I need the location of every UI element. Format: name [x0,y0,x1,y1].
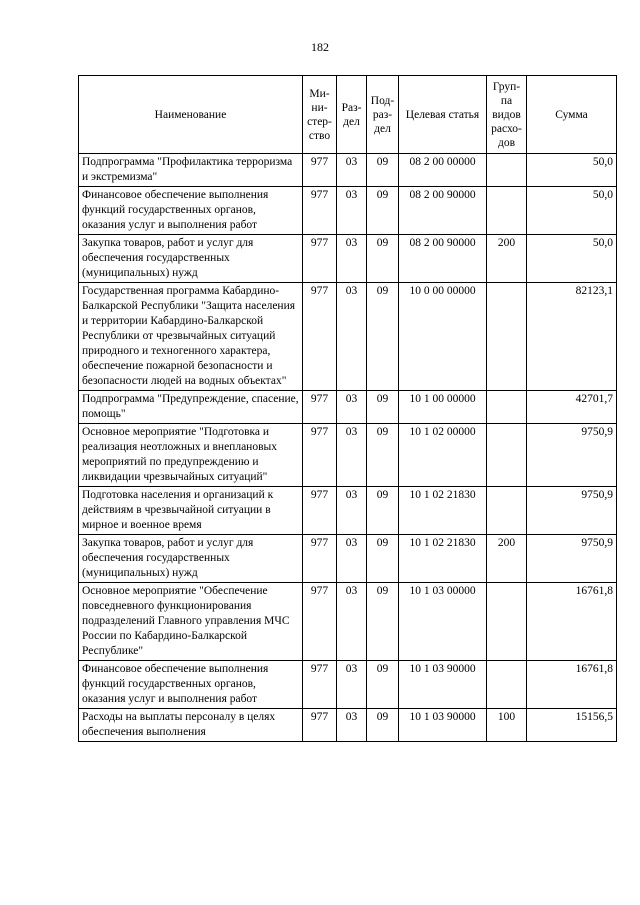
header-group: Груп-па видов расхо-дов [487,76,527,154]
table-row [79,661,617,709]
cell-name: Основное мероприятие "Обеспечение повседневного функционирования подразделений Главного управления МЧС России по Кабардино-Балкарской Республике" [79,583,303,661]
cell-sum: 82123,1 [527,283,617,391]
cell-name: Закупка товаров, работ и услуг для обеспечения государственных (муниципальных) нужд [79,535,303,583]
header-subsection: Под-раз-дел [367,76,399,154]
cell-sum: 50,0 [527,235,617,283]
cell-subsection: 09 [367,391,399,424]
cell-target: 10 1 00 00000 [399,391,487,424]
cell-target: 10 0 00 00000 [399,283,487,391]
header-section: Раз-дел [337,76,367,154]
cell-subsection: 09 [367,283,399,391]
budget-table [78,75,617,742]
cell-target: 08 2 00 00000 [399,154,487,187]
table-row [79,391,617,424]
table-row [79,154,617,187]
cell-target: 08 2 00 90000 [399,187,487,235]
cell-section: 03 [337,535,367,583]
table-row [79,709,617,742]
table-header-row [79,76,617,154]
cell-ministry: 977 [303,283,337,391]
cell-subsection: 09 [367,709,399,742]
cell-group [487,487,527,535]
cell-group [487,424,527,487]
cell-target: 10 1 02 21830 [399,535,487,583]
cell-group [487,583,527,661]
table-row [79,487,617,535]
cell-target: 10 1 03 90000 [399,661,487,709]
cell-section: 03 [337,424,367,487]
table-row [79,535,617,583]
cell-section: 03 [337,283,367,391]
cell-subsection: 09 [367,424,399,487]
cell-section: 03 [337,583,367,661]
cell-name: Финансовое обеспечение выполнения функций государственных органов, оказания услуг и выполнения работ [79,187,303,235]
cell-group [487,283,527,391]
cell-name: Подпрограмма "Профилактика терроризма и экстремизма" [79,154,303,187]
cell-target: 10 1 03 90000 [399,709,487,742]
cell-sum: 9750,9 [527,487,617,535]
cell-name: Основное мероприятие "Подготовка и реализация неотложных и внеплановых мероприятий по предупреждению и ликвидации чрезвычайных ситуаций" [79,424,303,487]
cell-ministry: 977 [303,187,337,235]
cell-target: 10 1 03 00000 [399,583,487,661]
cell-target: 10 1 02 21830 [399,487,487,535]
cell-sum: 9750,9 [527,535,617,583]
cell-target: 10 1 02 00000 [399,424,487,487]
cell-group [487,187,527,235]
cell-ministry: 977 [303,235,337,283]
cell-sum: 9750,9 [527,424,617,487]
table-row [79,283,617,391]
header-sum: Сумма [527,76,617,154]
cell-section: 03 [337,709,367,742]
cell-ministry: 977 [303,583,337,661]
cell-subsection: 09 [367,187,399,235]
cell-name: Подготовка населения и организаций к действиям в чрезвычайной ситуации в мирное и военное время [79,487,303,535]
cell-ministry: 977 [303,424,337,487]
cell-sum: 16761,8 [527,661,617,709]
cell-name: Закупка товаров, работ и услуг для обеспечения государственных (муниципальных) нужд [79,235,303,283]
cell-section: 03 [337,391,367,424]
cell-name: Финансовое обеспечение выполнения функций государственных органов, оказания услуг и выполнения работ [79,661,303,709]
cell-section: 03 [337,661,367,709]
cell-section: 03 [337,487,367,535]
cell-group [487,391,527,424]
table-row [79,424,617,487]
cell-sum: 16761,8 [527,583,617,661]
header-ministry: Ми-ни-стер-ство [303,76,337,154]
cell-sum: 15156,5 [527,709,617,742]
cell-subsection: 09 [367,235,399,283]
cell-ministry: 977 [303,487,337,535]
cell-name: Подпрограмма "Предупреждение, спасение, помощь" [79,391,303,424]
cell-group: 200 [487,235,527,283]
cell-section: 03 [337,187,367,235]
cell-group [487,661,527,709]
cell-subsection: 09 [367,661,399,709]
cell-ministry: 977 [303,661,337,709]
cell-sum: 42701,7 [527,391,617,424]
page-number: 182 [311,40,329,54]
cell-ministry: 977 [303,709,337,742]
cell-name: Государственная программа Кабардино-Балкарской Республики "Защита населения и территории Кабардино-Балкарской Республики от чрезвычайных ситуаций природного и техногенного характера, обеспечение пожарной безопасности и безопасности людей на водных объектах" [79,283,303,391]
cell-ministry: 977 [303,154,337,187]
table-row [79,235,617,283]
cell-ministry: 977 [303,391,337,424]
cell-subsection: 09 [367,487,399,535]
cell-group: 100 [487,709,527,742]
cell-subsection: 09 [367,535,399,583]
cell-sum: 50,0 [527,154,617,187]
cell-section: 03 [337,235,367,283]
cell-section: 03 [337,154,367,187]
cell-group: 200 [487,535,527,583]
table-row [79,187,617,235]
cell-subsection: 09 [367,154,399,187]
cell-sum: 50,0 [527,187,617,235]
cell-group [487,154,527,187]
table-row [79,583,617,661]
cell-target: 08 2 00 90000 [399,235,487,283]
cell-name: Расходы на выплаты персоналу в целях обеспечения выполнения [79,709,303,742]
header-target: Целевая статья [399,76,487,154]
cell-subsection: 09 [367,583,399,661]
header-name: Наименование [79,76,303,154]
cell-ministry: 977 [303,535,337,583]
